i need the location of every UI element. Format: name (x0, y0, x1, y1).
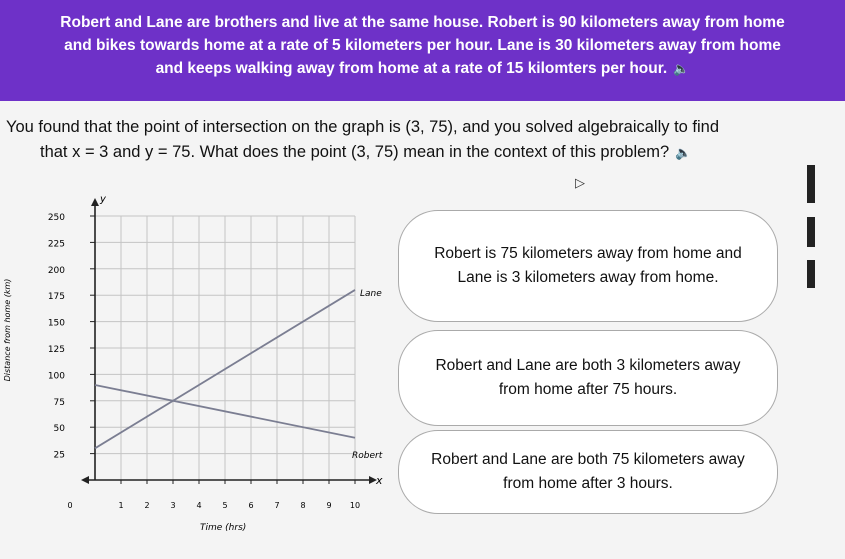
x-tick-label: 2 (144, 501, 150, 510)
answer-choice-1-text: Robert is 75 kilometers away from home and Lane is 3 kilometers away from home. (434, 245, 742, 286)
y-tick-labels (48, 213, 95, 461)
side-scrollbar[interactable] (790, 145, 830, 305)
answer-choice-2[interactable] (398, 330, 778, 426)
mouse-cursor-icon: ▷ (575, 175, 585, 190)
y-tick-label: 50 (53, 424, 65, 435)
scroll-segment (807, 217, 815, 247)
x-tick-label: 1 (118, 501, 124, 510)
speaker-icon[interactable]: 🔈 (673, 61, 690, 76)
problem-line-3: and keeps walking away from home at a rate of 15 kilomters per hour. (155, 60, 668, 77)
scroll-segment (807, 165, 815, 203)
y-tick-label: 125 (47, 345, 65, 355)
y-tick-label: 225 (47, 239, 65, 250)
x-axis-arrow-left (81, 476, 89, 484)
distance-graph (0, 180, 405, 559)
x-tick-label: 10 (349, 501, 361, 510)
answer-choice-1[interactable] (398, 210, 778, 322)
y-tick-label: 250 (47, 213, 65, 223)
y-axis-label: Distance from home (km) (3, 278, 12, 382)
answer-choice-3[interactable] (398, 430, 778, 514)
scroll-segment (807, 260, 815, 288)
speaker-icon[interactable]: 🔈 (675, 145, 692, 160)
y-tick-label: 150 (47, 318, 65, 329)
x-tick-label: 0 (67, 501, 73, 510)
x-tick-label: 9 (326, 501, 332, 510)
graph-grid (95, 216, 355, 480)
y-axis-variable: y (100, 194, 106, 205)
x-axis-variable: x (376, 474, 383, 487)
x-tick-label: 8 (300, 501, 306, 510)
question-line-1: You found that the point of intersection on the graph is (3, 75), and you solved algebraically to find (6, 118, 720, 136)
x-tick-labels (67, 480, 360, 510)
y-tick-label: 200 (47, 265, 65, 276)
y-tick-label: 175 (47, 292, 65, 303)
x-tick-label: 5 (222, 501, 228, 510)
x-tick-label: 7 (274, 501, 280, 510)
problem-line-1: Robert and Lane are brothers and live at the same house. Robert is 90 kilometers away from home (60, 14, 785, 31)
y-axis-arrow (91, 198, 99, 206)
answer-choice-3-text: Robert and Lane are both 75 kilometers away from home after 3 hours. (431, 451, 745, 492)
problem-banner (0, 0, 845, 101)
y-tick-label: 100 (47, 371, 65, 382)
graph-axes (81, 198, 377, 484)
answer-choice-2-text: Robert and Lane are both 3 kilometers away from home after 75 hours. (435, 357, 741, 398)
robert-line-label: Robert (352, 451, 383, 461)
y-tick-label: 25 (53, 450, 65, 461)
x-tick-label: 4 (196, 501, 202, 510)
question-line-2: that x = 3 and y = 75. What does the point (3, 75) mean in the context of this problem? (40, 143, 670, 161)
x-tick-label: 3 (170, 501, 176, 510)
y-tick-label: 75 (53, 397, 65, 408)
x-axis-label: Time (hrs) (200, 523, 247, 533)
problem-line-2: and bikes towards home at a rate of 5 kilometers per hour. Lane is 30 kilometers away from home (64, 37, 781, 54)
question-text (0, 115, 845, 165)
x-tick-label: 6 (248, 501, 254, 510)
lane-line-label: Lane (360, 289, 382, 299)
